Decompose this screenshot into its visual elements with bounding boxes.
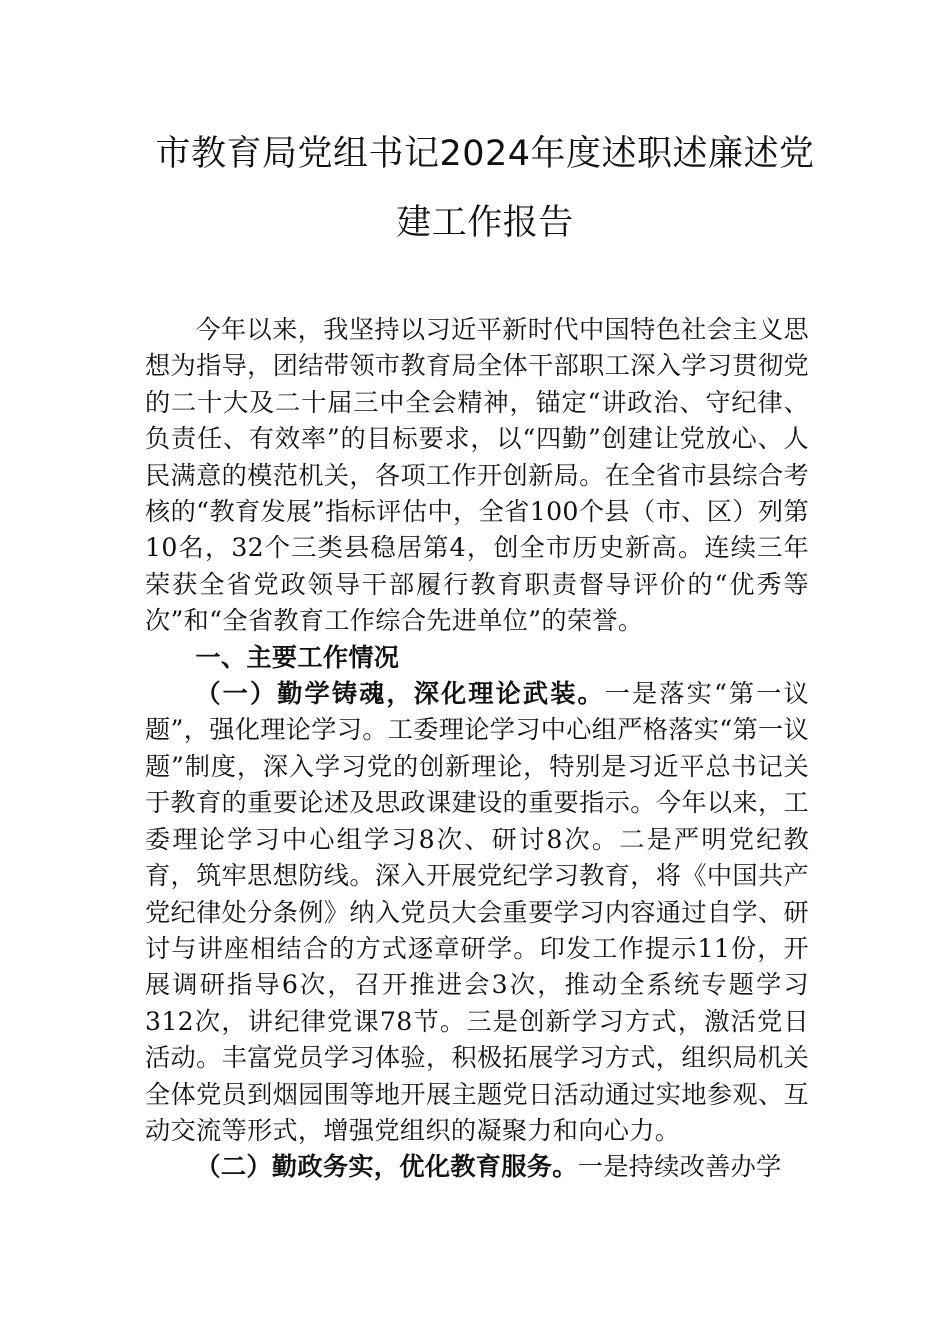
document-title-line1: 市教育局党组书记2024年度述职述廉述党 xyxy=(155,134,815,174)
document-title-line2: 建工作报告 xyxy=(396,203,574,243)
subsection-paragraph-1 xyxy=(145,676,809,1149)
section-heading-main-work: 一、主要工作情况 xyxy=(195,642,400,672)
document-body xyxy=(145,312,809,1186)
intro-paragraph: 今年以来，我坚持以习近平新时代中国特色社会主义思想为指导，团结带领市教育局全体干部职工深入学习贯彻党的二十大及二十届三中全会精神，锚定“讲政治、守纪律、负责任、有效率”的目标要求，以“四勤”创建让党放心、人民满意的模范机关，各项工作开创新局。在全省市县综合考核的“教育发展”指标评估中，全省100个县（市、区）列第10名，32个三类县稳居第4，创全市历史新高。连续三年荣获全省党政领导干部履行教育职责督导评价的“优秀等次”和“全省教育工作综合先进单位”的荣誉。 xyxy=(145,315,809,636)
subsection-heading-2: （二）勤政务实，优化教育服务。 xyxy=(195,1152,578,1182)
subsection-paragraph-2 xyxy=(145,1149,809,1185)
subsection-heading-1: （一）勤学铸魂，深化理论武装。 xyxy=(195,679,605,709)
subsection-body-1: 一是落实“第一议题”，强化理论学习。工委理论学习中心组严格落实“第一议题”制度，深入学习党的创新理论，特别是习近平总书记关于教育的重要论述及思政课建设的重要指示。今年以来，工委理论学习中心组学习8次、研讨8次。二是严明党纪教育，筑牢思想防线。深入开展党纪学习教育，将《中国共产党纪律处分条例》纳入党员大会重要学习内容通过自学、研讨与讲座相结合的方式逐章研学。印发工作提示11份，开展调研指导6次，召开推进会3次，推动全系统专题学习312次，讲纪律党课78节。三是创新学习方式，激活党日活动。丰富党员学习体验，积极拓展学习方式，组织局机关全体党员到烟园围等地开展主题党日活动通过实地参观、互动交流等形式，增强党组织的凝聚力和向心力。 xyxy=(145,679,810,1145)
subsection-body-2: 一是持续改善办学 xyxy=(577,1152,782,1182)
